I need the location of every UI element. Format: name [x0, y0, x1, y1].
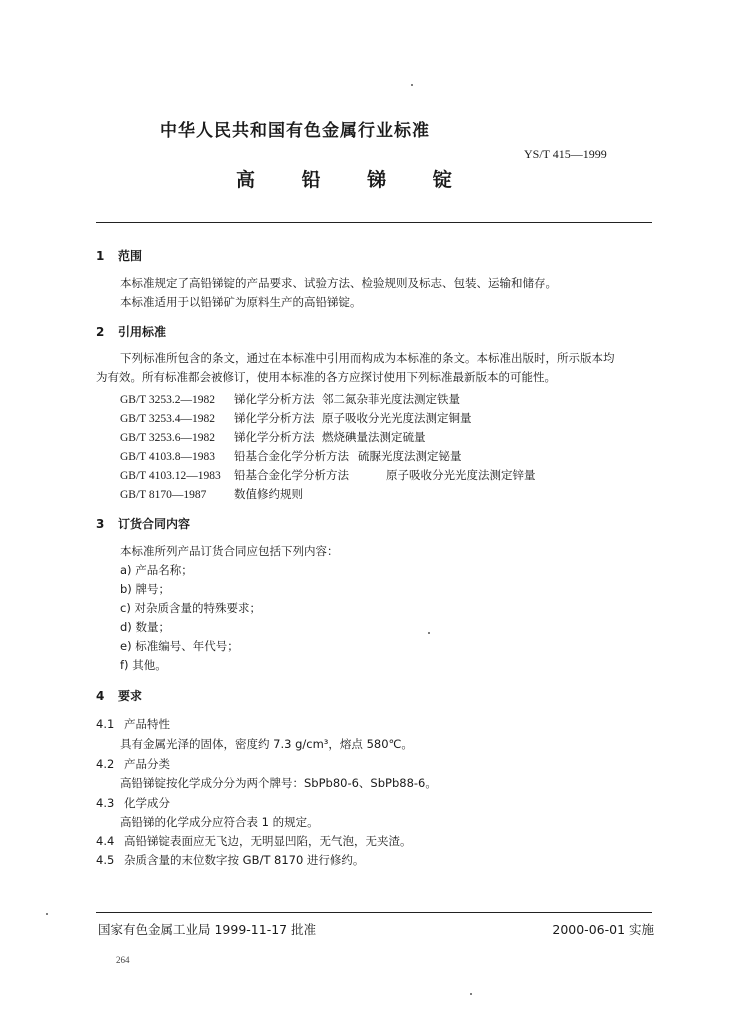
reference-standard: [120, 448, 462, 464]
section-4-heading: [96, 687, 142, 704]
reference-title: 锑化学分析方法: [234, 392, 315, 406]
reference-title: 数值修约规则: [234, 487, 303, 501]
subsection-4-1-heading: [96, 716, 170, 732]
reference-code: GB/T 4103.8—1983: [120, 451, 215, 463]
subsection-4-4: [96, 833, 412, 849]
section-title: 引用标准: [118, 325, 167, 339]
reference-standard: [120, 429, 426, 445]
subsection-4-1-text: 具有金属光泽的固体，密度约 7.3 g/cm³，熔点 580℃。: [120, 737, 413, 751]
list-item: d) 数量；: [120, 620, 170, 634]
section-2-paragraph: 为有效。所有标准都会被修订，使用本标准的各方应探讨使用下列标准最新版本的可能性。: [96, 370, 556, 384]
section-2-paragraph: 下列标准所包含的条文，通过在本标准中引用而构成为本标准的条文。本标准出版时，所示版本均: [120, 351, 615, 365]
section-3-heading: [96, 515, 190, 532]
subsection-number: 4.2: [96, 757, 115, 771]
list-item: f) 其他。: [120, 658, 167, 672]
section-number: 3: [96, 517, 105, 531]
section-2-heading: [96, 323, 166, 340]
approval-date: 国家有色金属工业局 1999-11-17 批准: [98, 922, 317, 937]
section-1-heading: [96, 247, 142, 264]
document-title: 高 铅 锑 锭: [236, 169, 472, 191]
subsection-number: 4.5: [96, 853, 115, 867]
reference-title: 铅基合金化学分析方法: [234, 468, 349, 482]
reference-description: 原子吸收分光光度法测定锌量: [386, 468, 536, 482]
reference-code: GB/T 4103.12—1983: [120, 470, 221, 482]
scan-speck: [428, 632, 430, 634]
org-title: 中华人民共和国有色金属行业标准: [160, 121, 430, 141]
reference-code: GB/T 3253.4—1982: [120, 413, 215, 425]
section-title: 要求: [118, 689, 143, 703]
effective-date: 2000-06-01 实施: [552, 922, 654, 937]
section-number: 2: [96, 325, 105, 339]
subsection-4-5: [96, 852, 364, 868]
reference-title: 铅基合金化学分析方法: [234, 449, 349, 463]
list-item: c) 对杂质含量的特殊要求；: [120, 601, 261, 615]
subsection-text: 杂质含量的末位数字按 GB/T 8170 进行修约。: [124, 853, 365, 867]
subsection-title: 产品特性: [124, 717, 170, 731]
subsection-number: 4.4: [96, 834, 115, 848]
subsection-title: 化学成分: [124, 796, 170, 810]
subsection-4-2-heading: [96, 756, 170, 772]
subsection-4-3-heading: [96, 795, 170, 811]
reference-description: 燃烧碘量法测定硫量: [322, 430, 426, 444]
section-title: 范围: [118, 249, 143, 263]
reference-description: 邻二氮杂菲光度法测定铁量: [322, 392, 460, 406]
section-title: 订货合同内容: [118, 517, 191, 531]
reference-description: 原子吸收分光光度法测定铜量: [322, 411, 472, 425]
reference-code: GB/T 3253.2—1982: [120, 394, 215, 406]
section-1-paragraph: 本标准规定了高铅锑锭的产品要求、试验方法、检验规则及标志、包装、运输和储存。: [120, 276, 557, 290]
list-item: e) 标准编号、年代号；: [120, 639, 239, 653]
reference-description: 硫脲光度法测定铋量: [358, 449, 462, 463]
subsection-number: 4.3: [96, 796, 115, 810]
reference-standard: [120, 410, 472, 426]
section-number: 4: [96, 689, 105, 703]
reference-code: GB/T 3253.6—1982: [120, 432, 215, 444]
subsection-title: 产品分类: [124, 757, 170, 771]
list-item: b) 牌号；: [120, 582, 170, 596]
section-3-intro: 本标准所列产品订货合同应包括下列内容：: [120, 544, 339, 558]
reference-title: 锑化学分析方法: [234, 411, 315, 425]
reference-standard: [120, 486, 303, 502]
reference-standard: [120, 467, 536, 483]
section-number: 1: [96, 249, 105, 263]
reference-code: GB/T 8170—1987: [120, 489, 207, 501]
list-item: a) 产品名称；: [120, 563, 193, 577]
header-rule: [96, 222, 652, 223]
subsection-4-2-text: 高铅锑锭按化学成分分为两个牌号：SbPb80-6、SbPb88-6。: [120, 776, 437, 790]
scan-speck: [470, 993, 472, 995]
reference-standard: [120, 391, 460, 407]
page-number: 264: [116, 955, 130, 965]
subsection-4-3-text: 高铅锑的化学成分应符合表 1 的规定。: [120, 815, 319, 829]
reference-title: 锑化学分析方法: [234, 430, 315, 444]
standard-code: YS/T 415—1999: [524, 147, 607, 161]
scan-speck: [46, 913, 48, 915]
footer-rule: [96, 912, 652, 913]
subsection-number: 4.1: [96, 717, 115, 731]
subsection-text: 高铅锑锭表面应无飞边，无明显凹陷，无气泡，无夹渣。: [124, 834, 412, 848]
section-1-paragraph: 本标准适用于以铅锑矿为原料生产的高铅锑锭。: [120, 295, 362, 309]
scan-speck: [411, 84, 413, 86]
